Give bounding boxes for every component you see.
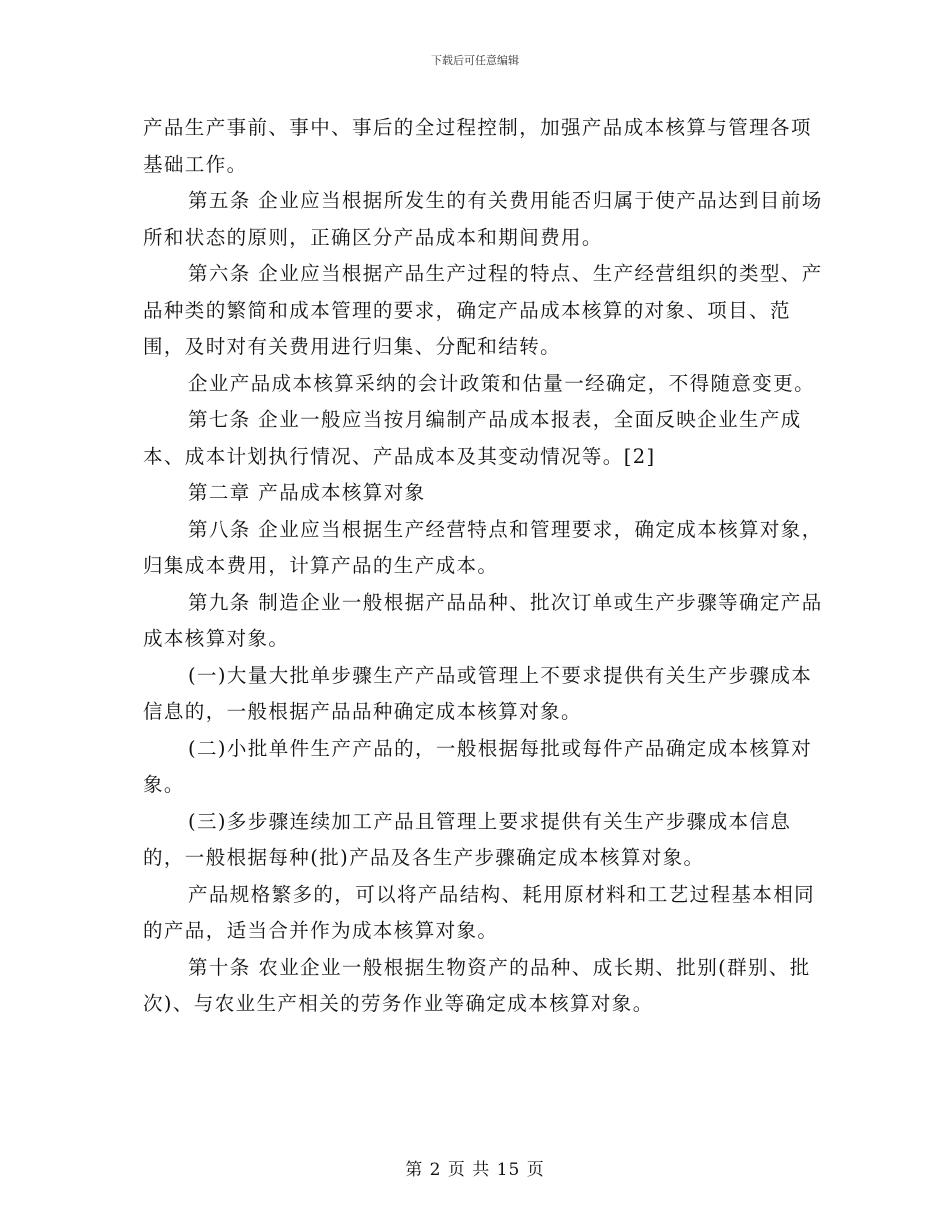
list-item: (三)多步骤连续加工产品且管理上要求提供有关生产步骤成本信息的，一般根据每种(批)产品及各生产步骤确定成本核算对象。 <box>143 809 792 869</box>
paragraph: 第七条 企业一般应当按月编制产品成本报表，全面反映企业生产成本、成本计划执行情况、产品成本及其变动情况等。[2] <box>143 408 802 468</box>
page-header-note: 下载后可任意编辑 <box>431 54 519 67</box>
paragraph: 企业产品成本核算采纳的会计政策和估量一经确定，不得随意变更。 <box>188 371 816 395</box>
paragraph: 第九条 制造企业一般根据产品品种、批次订单或生产步骤等确定产品成本核算对象。 <box>143 590 823 650</box>
paragraph: 第十条 农业企业一般根据生物资产的品种、成长期、批别(群别、批次)、与农业生产相关的劳务作业等确定成本核算对象。 <box>143 955 811 1015</box>
paragraph: 产品规格繁多的，可以将产品结构、耗用原材料和工艺过程基本相同的产品，适当合并作为成本核算对象。 <box>143 882 816 942</box>
document-body <box>143 110 823 1023</box>
paragraph: 第六条 企业应当根据产品生产过程的特点、生产经营组织的类型、产品种类的繁简和成本管理的要求，确定产品成本核算的对象、项目、范围，及时对有关费用进行归集、分配和结转。 <box>143 262 823 358</box>
chapter-heading: 第二章 产品成本核算对象 <box>188 481 426 504</box>
paragraph: 第五条 企业应当根据所发生的有关费用能否归属于使产品达到目前场所和状态的原则，正确区分产品成本和期间费用。 <box>143 189 823 249</box>
list-item: (二)小批单件生产产品的，一般根据每批或每件产品确定成本核算对象。 <box>143 736 813 796</box>
paragraph: 产品生产事前、事中、事后的全过程控制，加强产品成本核算与管理各项基础工作。 <box>143 116 812 176</box>
paragraph: 第八条 企业应当根据生产经营特点和管理要求，确定成本核算对象，归集成本费用，计算产品的生产成本。 <box>143 517 823 577</box>
list-item: (一)大量大批单步骤生产产品或管理上不要求提供有关生产步骤成本信息的，一般根据产品品种确定成本核算对象。 <box>143 663 813 723</box>
page-number-footer: 第 2 页 共 15 页 <box>405 1160 545 1180</box>
